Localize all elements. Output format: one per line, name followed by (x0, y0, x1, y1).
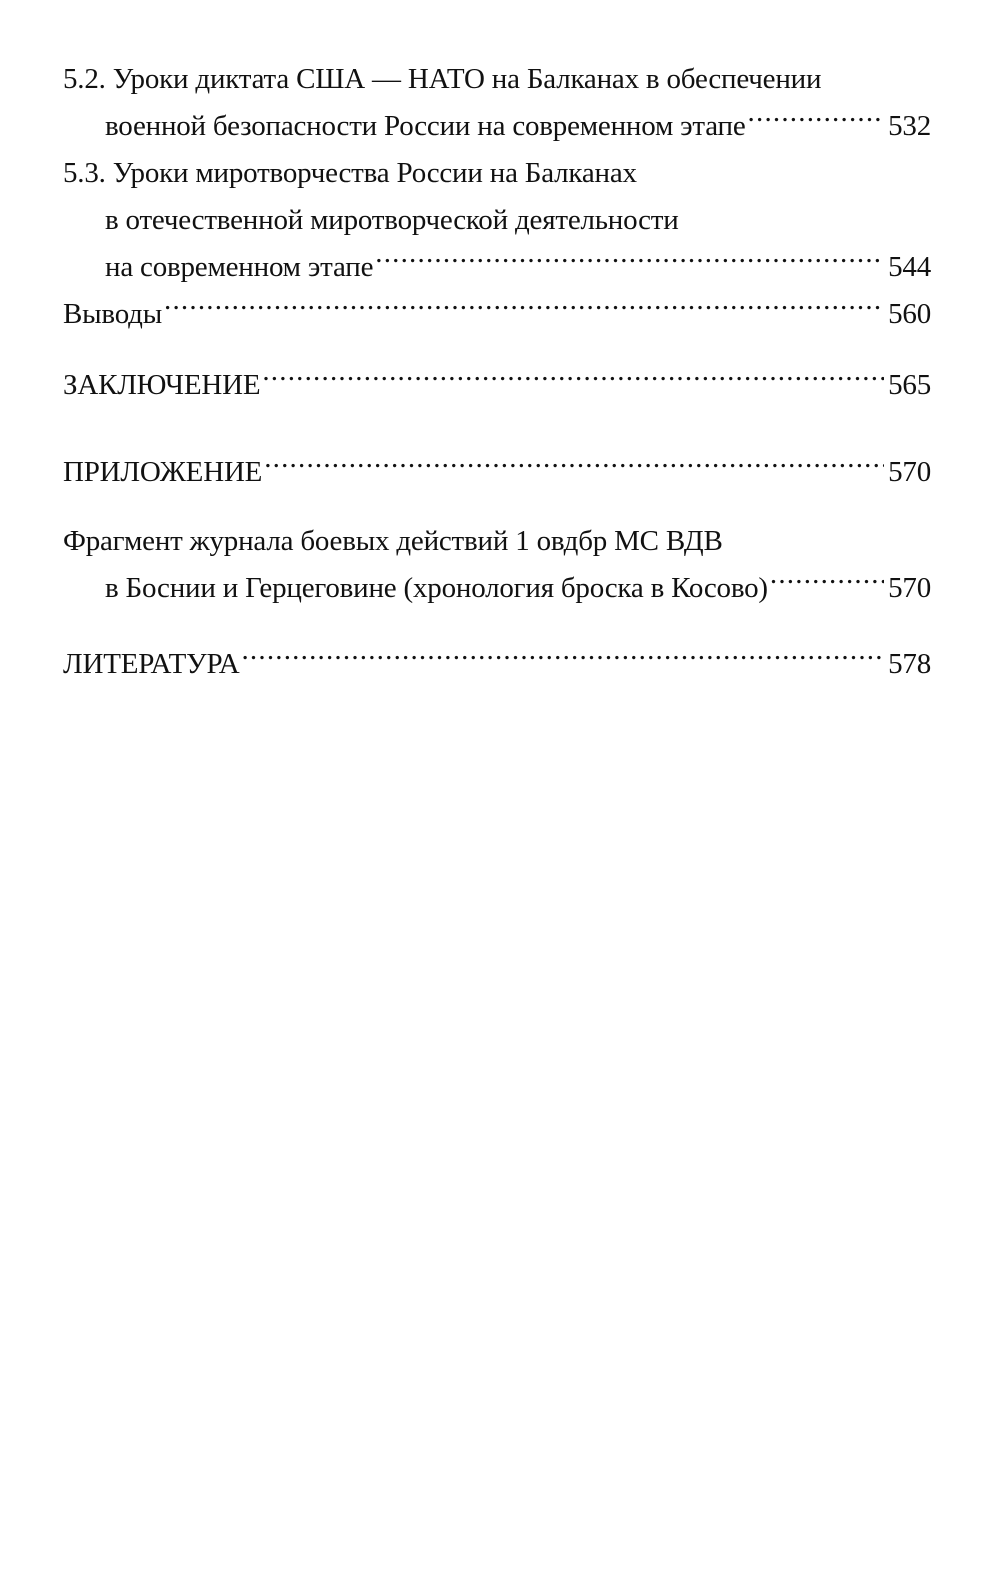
dot-leader (241, 644, 884, 673)
toc-entry-text: ЛИТЕРАТУРА (63, 648, 240, 680)
toc-entry-appendix (63, 449, 931, 496)
toc-entry-text: на современном этапе (105, 251, 374, 283)
page-number: 570 (888, 572, 931, 604)
toc-entry-text: военной безопасности России на современном этапе (105, 110, 746, 142)
toc-entry-5-3-line-1 (63, 150, 931, 197)
toc-entry-text: ПРИЛОЖЕНИЕ (63, 456, 263, 488)
table-of-contents (63, 56, 931, 688)
toc-entry-5-2-line-1 (63, 56, 931, 103)
toc-entry-conclusions (63, 291, 931, 338)
toc-entry-text: ЗАКЛЮЧЕНИЕ (63, 369, 261, 401)
toc-entry-5-3-line-3 (63, 244, 931, 291)
page-number: 565 (888, 369, 931, 401)
dot-leader (375, 247, 884, 276)
toc-entry-text: Фрагмент журнала боевых действий 1 овдбр МС ВДВ (63, 525, 723, 557)
toc-entry-text: Выводы (63, 298, 163, 330)
page-number: 544 (888, 251, 931, 283)
toc-entry-5-3-line-2 (63, 197, 931, 244)
toc-entry-fragment-line-2 (63, 565, 931, 612)
page-number: 578 (888, 648, 931, 680)
toc-entry-literature (63, 641, 931, 688)
dot-leader (262, 365, 884, 394)
toc-entry-text: 5.2. Уроки диктата США — НАТО на Балканах в обеспечении (63, 63, 822, 95)
toc-entry-5-2-line-2 (63, 103, 931, 150)
toc-entry-text: 5.3. Уроки миротворчества России на Балканах (63, 157, 637, 189)
toc-entry-fragment-line-1 (63, 518, 931, 565)
page-number: 570 (888, 456, 931, 488)
dot-leader (264, 452, 884, 481)
dot-leader (770, 568, 884, 597)
dot-leader (748, 106, 885, 135)
dot-leader (164, 294, 884, 323)
toc-entry-conclusion (63, 362, 931, 409)
toc-entry-text: в Боснии и Герцеговине (хронология броска в Косово) (105, 572, 768, 604)
toc-entry-text: в отечественной миротворческой деятельности (105, 204, 679, 236)
page-number: 560 (888, 298, 931, 330)
page-number: 532 (888, 110, 931, 142)
